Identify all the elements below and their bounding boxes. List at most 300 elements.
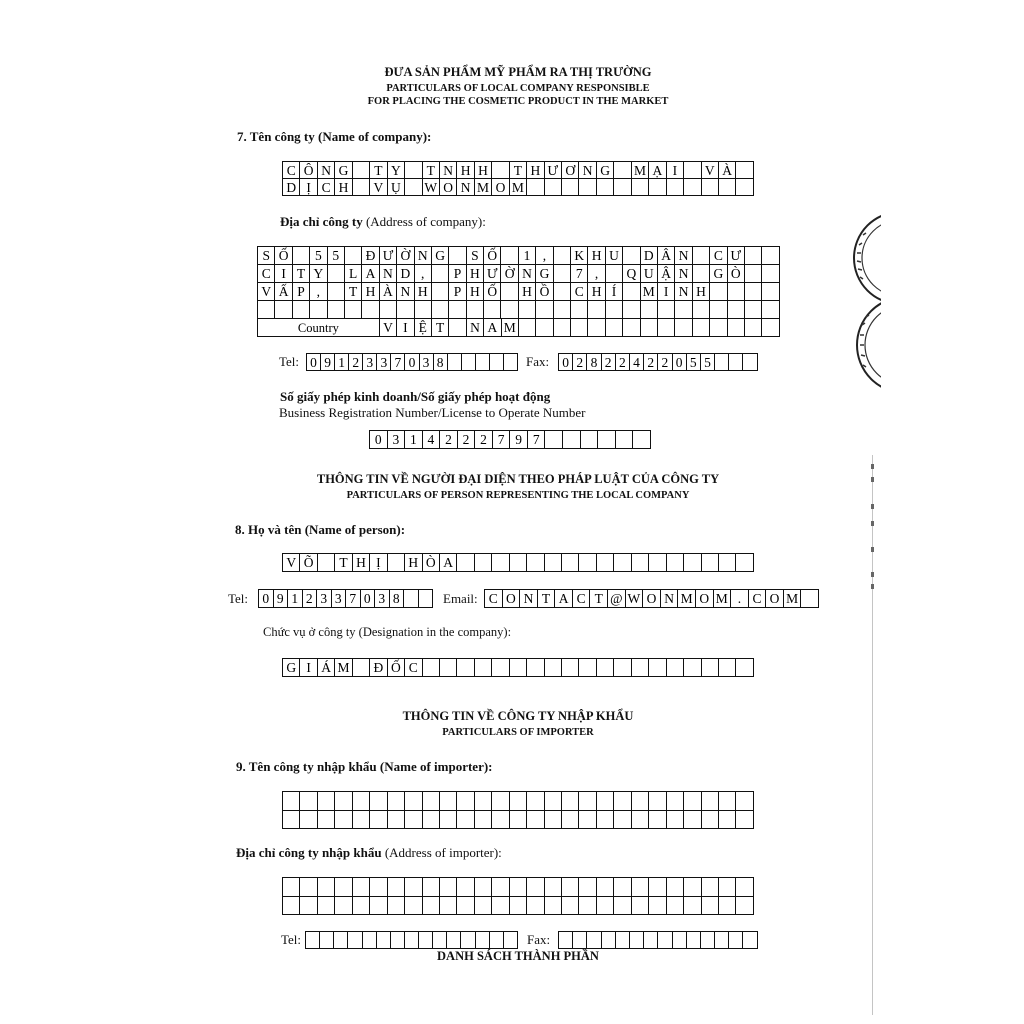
grid-cell-empty	[736, 179, 753, 196]
grid-cell-filled: ,	[536, 247, 553, 265]
grid-cell-empty	[667, 878, 684, 897]
grid-cell-filled: 1	[405, 431, 423, 449]
company-country-value	[380, 319, 780, 337]
grid-cell-empty	[510, 659, 527, 677]
grid-cell-filled: T	[538, 590, 556, 608]
grid-cell-filled: T	[590, 590, 608, 608]
grid-cell-empty	[736, 554, 753, 572]
grid-cell-filled: 5	[310, 247, 327, 265]
grid-cell-empty	[462, 354, 476, 371]
company-name-line-2	[283, 179, 754, 196]
importer-address-label-vi: Địa chỉ công ty nhập khẩu	[236, 845, 382, 860]
grid-cell-empty	[405, 932, 419, 949]
company-fax-value	[559, 354, 758, 371]
grid-cell-filled: ,	[310, 283, 327, 301]
grid-cell-empty	[684, 554, 701, 572]
grid-cell-filled: M	[510, 179, 527, 196]
grid-cell-empty	[440, 811, 457, 830]
grid-cell-empty	[447, 932, 461, 949]
grid-cell-filled: ,	[415, 265, 432, 283]
grid-cell-empty	[588, 319, 605, 337]
grid-cell-empty	[432, 265, 449, 283]
grid-cell-empty	[667, 659, 684, 677]
grid-cell-empty	[397, 301, 414, 319]
grid-cell-empty	[684, 162, 701, 179]
grid-cell-empty	[649, 179, 666, 196]
grid-cell-filled: 4	[423, 431, 441, 449]
grid-cell-filled: M	[335, 659, 352, 677]
grid-cell-empty	[702, 897, 719, 916]
grid-cell-empty	[449, 319, 466, 337]
grid-cell-empty	[728, 319, 745, 337]
grid-cell-empty	[729, 932, 743, 949]
grid-cell-empty	[501, 301, 518, 319]
grid-cell-filled: 3	[420, 354, 434, 371]
grid-cell-empty	[519, 301, 536, 319]
grid-cell-empty	[370, 897, 387, 916]
grid-cell-filled: P	[449, 265, 466, 283]
grid-cell-filled: C	[571, 283, 588, 301]
grid-cell-empty	[658, 301, 675, 319]
grid-cell-empty	[345, 247, 362, 265]
grid-cell-filled: H	[588, 283, 605, 301]
grid-cell-empty	[370, 792, 387, 811]
grid-cell-empty	[283, 792, 300, 811]
grid-cell-empty	[736, 811, 753, 830]
grid-cell-empty	[353, 162, 370, 179]
grid-cell-empty	[606, 319, 623, 337]
grid-cell-filled: 0	[559, 354, 573, 371]
grid-cell-filled: 2	[458, 431, 476, 449]
grid-cell-empty	[440, 659, 457, 677]
grid-cell-empty	[419, 932, 433, 949]
grid-cell-filled: Ạ	[649, 162, 666, 179]
grid-cell-filled: C	[749, 590, 767, 608]
grid-cell-filled: T	[432, 319, 449, 337]
margin-tick	[871, 547, 874, 552]
grid-cell-empty	[667, 897, 684, 916]
grid-cell-empty	[283, 897, 300, 916]
license-label-vi: Số giấy phép kinh doanh/Số giấy phép hoạt động	[280, 389, 551, 404]
grid-cell-empty	[475, 897, 492, 916]
grid-cell-empty	[710, 283, 727, 301]
grid-cell-empty	[701, 932, 715, 949]
grid-cell-empty	[433, 932, 447, 949]
grid-cell-empty	[649, 792, 666, 811]
grid-cell-filled: H	[457, 162, 474, 179]
grid-cell-empty	[353, 792, 370, 811]
grid-cell-filled: 1	[519, 247, 536, 265]
grid-cell-empty	[606, 265, 623, 283]
grid-cell-empty	[762, 301, 779, 319]
grid-cell-empty	[597, 554, 614, 572]
grid-cell-empty	[562, 811, 579, 830]
grid-cell-empty	[405, 897, 422, 916]
grid-cell-empty	[475, 554, 492, 572]
grid-cell-empty	[501, 283, 518, 301]
grid-cell-filled: G	[283, 659, 300, 677]
margin-tick	[871, 521, 874, 526]
grid-cell-empty	[423, 897, 440, 916]
grid-cell-filled: H	[467, 265, 484, 283]
grid-cell-empty	[644, 932, 658, 949]
grid-cell-filled: V	[702, 162, 719, 179]
grid-cell-filled: N	[520, 590, 538, 608]
grid-cell-filled: Đ	[370, 659, 387, 677]
grid-cell-empty	[527, 792, 544, 811]
representative-tel-label: Tel:	[228, 591, 249, 606]
grid-cell-empty	[745, 265, 762, 283]
grid-cell-empty	[388, 897, 405, 916]
grid-cell-filled: U	[606, 247, 623, 265]
grid-cell-filled: N	[675, 247, 692, 265]
grid-cell-empty	[293, 301, 310, 319]
grid-cell-filled: H	[353, 554, 370, 572]
grid-cell-empty	[702, 792, 719, 811]
grid-cell-filled: Ị	[370, 554, 387, 572]
grid-cell-filled: H	[475, 162, 492, 179]
grid-cell-filled: C	[283, 162, 300, 179]
grid-cell-empty	[545, 554, 562, 572]
grid-cell-empty	[562, 179, 579, 196]
grid-cell-empty	[545, 792, 562, 811]
grid-cell-empty	[649, 878, 666, 897]
grid-cell-empty	[649, 659, 666, 677]
grid-cell-filled: Q	[623, 265, 640, 283]
grid-cell-filled: G	[597, 162, 614, 179]
grid-cell-empty	[614, 179, 631, 196]
grid-cell-empty	[719, 897, 736, 916]
grid-cell-empty	[614, 554, 631, 572]
grid-cell-filled: H	[362, 283, 379, 301]
grid-cell-empty	[649, 897, 666, 916]
grid-cell-empty	[702, 179, 719, 196]
grid-cell-empty	[310, 301, 327, 319]
grid-cell-filled: I	[275, 265, 292, 283]
representative-email-label: Email:	[443, 591, 478, 606]
margin-tick	[871, 477, 874, 482]
grid-cell-empty	[476, 932, 490, 949]
grid-cell-empty	[554, 301, 571, 319]
grid-cell-filled: G	[710, 265, 727, 283]
company-name-label: 7. Tên công ty (Name of company):	[237, 129, 432, 144]
importer-address-label-en: (Address of importer):	[384, 845, 502, 860]
grid-cell-empty	[504, 932, 518, 949]
grid-cell-empty	[715, 932, 729, 949]
grid-cell-empty	[545, 897, 562, 916]
grid-cell-empty	[719, 554, 736, 572]
grid-cell-empty	[632, 878, 649, 897]
company-fax-grid	[558, 353, 758, 371]
grid-cell-filled: 5	[687, 354, 701, 371]
grid-cell-filled: 9	[321, 354, 335, 371]
grid-cell-empty	[710, 319, 727, 337]
grid-cell-empty	[476, 354, 490, 371]
grid-cell-empty	[300, 792, 317, 811]
grid-cell-empty	[300, 811, 317, 830]
license-label-en: Business Registration Number/License to Operate Number	[279, 405, 586, 420]
grid-cell-filled: Ố	[484, 283, 501, 301]
grid-cell-empty	[554, 319, 571, 337]
company-name-grid	[282, 161, 754, 196]
country-label: Country	[258, 319, 380, 337]
importer-section-title: THÔNG TIN VỀ CÔNG TY NHẬP KHẨU	[402, 709, 634, 723]
importer-address-label	[236, 846, 502, 859]
grid-cell-filled: 3	[332, 590, 347, 608]
grid-cell-empty	[693, 265, 710, 283]
license-number-grid	[369, 430, 651, 449]
grid-cell-filled: T	[370, 162, 387, 179]
grid-cell-empty	[348, 932, 362, 949]
representative-email-grid	[484, 589, 819, 608]
grid-cell-empty	[710, 301, 727, 319]
grid-cell-empty	[649, 811, 666, 830]
grid-cell-filled: 2	[440, 431, 458, 449]
grid-cell-empty	[492, 897, 509, 916]
grid-cell-empty	[579, 792, 596, 811]
company-country-row	[258, 319, 780, 337]
grid-cell-empty	[545, 878, 562, 897]
grid-cell-empty	[510, 878, 527, 897]
grid-cell-empty	[614, 897, 631, 916]
importer-fax-grid	[558, 931, 758, 949]
grid-cell-empty	[391, 932, 405, 949]
grid-cell-empty	[559, 932, 573, 949]
grid-cell-empty	[388, 878, 405, 897]
grid-cell-empty	[536, 319, 553, 337]
grid-cell-empty	[353, 878, 370, 897]
grid-cell-filled: V	[258, 283, 275, 301]
grid-cell-empty	[632, 179, 649, 196]
document-title: ĐƯA SẢN PHẨM MỸ PHẨM RA THỊ TRƯỜNG	[384, 65, 652, 79]
grid-cell-empty	[404, 590, 419, 608]
grid-cell-empty	[432, 283, 449, 301]
grid-cell-empty	[658, 319, 675, 337]
grid-cell-empty	[492, 162, 509, 179]
grid-cell-filled: G	[432, 247, 449, 265]
grid-cell-filled: ,	[588, 265, 605, 283]
grid-cell-empty	[632, 897, 649, 916]
grid-cell-empty	[736, 792, 753, 811]
grid-cell-filled: C	[710, 247, 727, 265]
grid-cell-empty	[554, 265, 571, 283]
company-tel-value	[307, 354, 518, 371]
grid-cell-filled: S	[258, 247, 275, 265]
importer-tel-label: Tel:	[281, 932, 302, 947]
company-address-label-vi: Địa chỉ công ty	[280, 214, 363, 229]
grid-cell-filled: 3	[317, 590, 332, 608]
grid-cell-empty	[457, 811, 474, 830]
company-address-line-3	[258, 283, 780, 301]
grid-cell-empty	[702, 811, 719, 830]
grid-cell-empty	[545, 811, 562, 830]
grid-cell-filled: 8	[434, 354, 448, 371]
grid-cell-empty	[579, 179, 596, 196]
grid-cell-filled: D	[397, 265, 414, 283]
grid-cell-empty	[598, 431, 616, 449]
grid-cell-empty	[545, 659, 562, 677]
grid-cell-empty	[687, 932, 701, 949]
grid-cell-filled: M	[784, 590, 802, 608]
grid-cell-empty	[743, 932, 757, 949]
grid-cell-filled: N	[318, 162, 335, 179]
grid-cell-empty	[353, 897, 370, 916]
grid-cell-filled: D	[641, 247, 658, 265]
grid-cell-filled: C	[258, 265, 275, 283]
grid-cell-empty	[736, 162, 753, 179]
grid-cell-filled: M	[714, 590, 732, 608]
grid-cell-empty	[616, 932, 630, 949]
grid-cell-empty	[719, 811, 736, 830]
grid-cell-empty	[562, 792, 579, 811]
grid-cell-empty	[545, 431, 563, 449]
grid-cell-filled: M	[502, 319, 519, 337]
grid-cell-filled: N	[467, 319, 484, 337]
document-subtitle-line-1: PARTICULARS OF LOCAL COMPANY RESPONSIBLE	[386, 83, 650, 94]
company-tel-label: Tel:	[279, 354, 300, 369]
grid-cell-empty	[745, 283, 762, 301]
importer-section-subtitle: PARTICULARS OF IMPORTER	[442, 727, 594, 738]
grid-cell-filled: Y	[310, 265, 327, 283]
grid-cell-filled: 4	[630, 354, 644, 371]
grid-cell-filled: A	[440, 554, 457, 572]
grid-cell-empty	[457, 878, 474, 897]
grid-cell-empty	[562, 554, 579, 572]
grid-cell-empty	[492, 659, 509, 677]
grid-cell-empty	[719, 179, 736, 196]
grid-cell-empty	[641, 319, 658, 337]
grid-cell-empty	[554, 283, 571, 301]
grid-cell-filled: A	[362, 265, 379, 283]
grid-cell-empty	[405, 811, 422, 830]
grid-cell-filled: 7	[528, 431, 546, 449]
grid-cell-empty	[579, 878, 596, 897]
grid-cell-empty	[579, 811, 596, 830]
ingredients-section-title: DANH SÁCH THÀNH PHẦN	[437, 949, 599, 963]
grid-cell-filled: 9	[510, 431, 528, 449]
grid-cell-filled: W	[626, 590, 644, 608]
grid-cell-filled: 1	[335, 354, 349, 371]
grid-cell-filled: H	[335, 179, 352, 196]
grid-cell-empty	[581, 431, 599, 449]
grid-cell-empty	[475, 792, 492, 811]
grid-cell-empty	[461, 932, 475, 949]
license-number-value	[370, 431, 651, 449]
grid-cell-filled: Ò	[728, 265, 745, 283]
grid-cell-empty	[745, 319, 762, 337]
grid-cell-filled: C	[485, 590, 503, 608]
grid-cell-empty	[719, 878, 736, 897]
grid-cell-empty	[614, 162, 631, 179]
grid-cell-filled: N	[457, 179, 474, 196]
grid-cell-empty	[675, 319, 692, 337]
grid-cell-empty	[728, 283, 745, 301]
grid-cell-filled: M	[641, 283, 658, 301]
grid-cell-empty	[306, 932, 320, 949]
grid-cell-empty	[702, 554, 719, 572]
grid-cell-empty	[728, 301, 745, 319]
grid-cell-empty	[630, 932, 644, 949]
grid-cell-empty	[762, 247, 779, 265]
grid-cell-empty	[448, 354, 462, 371]
grid-cell-empty	[554, 247, 571, 265]
company-address-label-en: (Address of company):	[365, 214, 486, 229]
grid-cell-filled: N	[440, 162, 457, 179]
grid-cell-filled: T	[293, 265, 310, 283]
grid-cell-empty	[597, 897, 614, 916]
grid-cell-empty	[675, 301, 692, 319]
grid-cell-empty	[719, 792, 736, 811]
grid-cell-filled: Ị	[300, 179, 317, 196]
grid-cell-filled: 3	[388, 431, 406, 449]
grid-cell-filled: W	[423, 179, 440, 196]
grid-cell-filled: Ơ	[562, 162, 579, 179]
grid-cell-filled: O	[643, 590, 661, 608]
grid-cell-empty	[527, 878, 544, 897]
representative-tel-grid	[258, 589, 433, 608]
grid-cell-empty	[475, 811, 492, 830]
grid-cell-empty	[275, 301, 292, 319]
grid-cell-empty	[736, 659, 753, 677]
company-fax-label: Fax:	[526, 354, 550, 369]
grid-cell-empty	[510, 554, 527, 572]
grid-cell-empty	[719, 659, 736, 677]
grid-cell-empty	[588, 301, 605, 319]
seal-ring-inner-top	[862, 220, 881, 296]
grid-cell-filled: 7	[391, 354, 405, 371]
grid-cell-empty	[320, 932, 334, 949]
grid-cell-filled: Ư	[484, 265, 501, 283]
grid-cell-filled: K	[571, 247, 588, 265]
grid-cell-filled: N	[380, 265, 397, 283]
grid-cell-empty	[614, 811, 631, 830]
grid-cell-filled: N	[579, 162, 596, 179]
grid-cell-empty	[328, 265, 345, 283]
grid-cell-empty	[283, 878, 300, 897]
grid-cell-empty	[597, 811, 614, 830]
grid-cell-empty	[597, 659, 614, 677]
grid-cell-empty	[318, 811, 335, 830]
grid-cell-filled: H	[467, 283, 484, 301]
grid-cell-filled: 3	[375, 590, 390, 608]
grid-cell-filled: Ố	[275, 247, 292, 265]
grid-cell-empty	[562, 659, 579, 677]
grid-cell-filled: Ệ	[415, 319, 432, 337]
page-edge-line	[872, 455, 873, 1015]
importer-fax-label: Fax:	[527, 932, 551, 947]
grid-cell-empty	[283, 811, 300, 830]
grid-cell-empty	[632, 792, 649, 811]
grid-cell-filled: P	[449, 283, 466, 301]
grid-cell-empty	[258, 301, 275, 319]
grid-cell-empty	[377, 932, 391, 949]
grid-cell-empty	[729, 354, 743, 371]
grid-cell-empty	[597, 179, 614, 196]
grid-cell-filled: M	[632, 162, 649, 179]
grid-cell-filled: Ò	[423, 554, 440, 572]
grid-cell-empty	[405, 162, 422, 179]
grid-cell-filled: 3	[377, 354, 391, 371]
grid-cell-empty	[457, 897, 474, 916]
grid-cell-filled: Ư	[728, 247, 745, 265]
grid-cell-empty	[440, 897, 457, 916]
grid-cell-filled: N	[397, 283, 414, 301]
grid-cell-empty	[519, 319, 536, 337]
grid-cell-filled: 8	[390, 590, 405, 608]
grid-cell-empty	[649, 554, 666, 572]
importer-address-grid	[282, 877, 754, 915]
grid-cell-filled: N	[675, 283, 692, 301]
